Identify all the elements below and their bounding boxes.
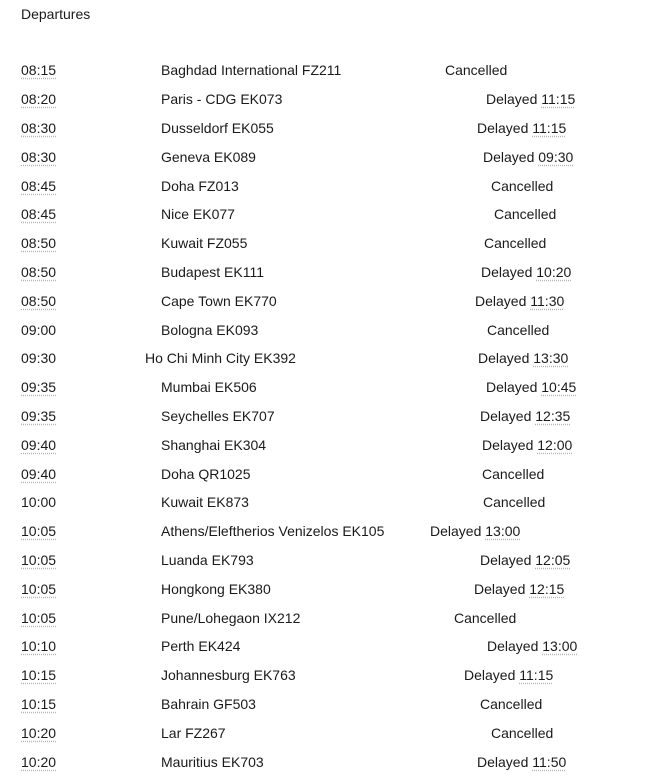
flight-status — [480, 694, 542, 714]
departure-time: 08:30 — [21, 120, 57, 136]
flight-status — [474, 579, 564, 599]
status-time: 11:15 — [532, 120, 567, 136]
status-time: 09:30 — [538, 149, 574, 165]
flight-destination: Doha QR1025 — [161, 466, 251, 482]
status-label: Delayed — [430, 523, 482, 539]
status-time: 11:15 — [519, 667, 554, 683]
departure-time: 10:05 — [21, 523, 57, 539]
departure-time: 09:35 — [21, 379, 57, 395]
status-label: Delayed — [480, 408, 532, 424]
departure-row — [0, 176, 654, 196]
flight-status — [487, 320, 549, 340]
departure-time: 10:20 — [21, 725, 57, 741]
departure-row — [0, 377, 654, 397]
departure-time: 08:50 — [21, 264, 57, 280]
status-time: 10:20 — [536, 264, 572, 280]
status-label: Cancelled — [482, 466, 545, 482]
status-label: Cancelled — [487, 322, 550, 338]
departure-row — [0, 348, 654, 368]
departure-time: 10:15 — [21, 696, 57, 712]
departure-time: 09:40 — [21, 437, 57, 453]
status-label: Cancelled — [494, 206, 557, 222]
departure-time: 09:40 — [21, 466, 57, 482]
flight-destination: Athens/Eleftherios Venizelos EK105 — [161, 523, 385, 539]
status-label: Cancelled — [484, 235, 547, 251]
flight-destination: Pune/Lohegaon IX212 — [161, 610, 301, 626]
flight-status — [483, 492, 545, 512]
flight-destination: Budapest EK111 — [161, 264, 265, 280]
departure-row — [0, 406, 654, 426]
departure-row — [0, 204, 654, 224]
flight-status — [464, 665, 553, 685]
status-time: 13:30 — [533, 350, 569, 366]
flight-destination: Paris - CDG EK073 — [161, 91, 283, 107]
flight-status — [477, 118, 566, 138]
flight-destination: Bahrain GF503 — [161, 696, 256, 712]
departure-row — [0, 118, 654, 138]
status-label: Delayed — [486, 91, 538, 107]
departure-row — [0, 608, 654, 628]
flight-destination: Ho Chi Minh City EK392 — [145, 350, 296, 366]
departure-row — [0, 579, 654, 599]
departure-time: 10:00 — [21, 494, 57, 510]
flight-status — [454, 608, 516, 628]
departure-time: 08:45 — [21, 206, 57, 222]
departure-row — [0, 60, 654, 80]
departure-row — [0, 636, 654, 656]
flight-destination: Lar FZ267 — [161, 725, 226, 741]
departure-row — [0, 262, 654, 282]
flight-destination: Geneva EK089 — [161, 149, 256, 165]
flight-status — [491, 723, 553, 743]
flight-status — [481, 262, 571, 282]
flight-destination: Dusseldorf EK055 — [161, 120, 274, 136]
flight-destination: Luanda EK793 — [161, 552, 254, 568]
flight-destination: Kuwait EK873 — [161, 494, 249, 510]
flight-status — [482, 435, 572, 455]
status-label: Delayed — [475, 293, 527, 309]
departure-time: 10:15 — [21, 667, 57, 683]
status-label: Delayed — [480, 552, 532, 568]
flight-destination: Johannesburg EK763 — [161, 667, 296, 683]
departure-time: 08:50 — [21, 293, 57, 309]
flight-destination: Nice EK077 — [161, 206, 235, 222]
flight-status — [486, 89, 575, 109]
flight-destination: Seychelles EK707 — [161, 408, 275, 424]
departure-row — [0, 752, 654, 772]
status-time: 13:00 — [485, 523, 521, 539]
departure-time: 08:50 — [21, 235, 57, 251]
departure-row — [0, 464, 654, 484]
flight-destination: Mumbai EK506 — [161, 379, 257, 395]
departure-time: 10:20 — [21, 754, 57, 770]
flight-destination: Doha FZ013 — [161, 178, 239, 194]
flight-status — [478, 348, 568, 368]
flight-destination: Baghdad International FZ211 — [161, 62, 342, 78]
departure-row — [0, 147, 654, 167]
flight-destination: Shanghai EK304 — [161, 437, 267, 453]
flight-status — [491, 176, 553, 196]
status-time: 11:30 — [530, 293, 565, 309]
page-title: Departures — [21, 6, 91, 22]
status-label: Cancelled — [445, 62, 508, 78]
flight-destination: Mauritius EK703 — [161, 754, 264, 770]
departure-time: 08:30 — [21, 149, 57, 165]
departure-time: 10:05 — [21, 552, 57, 568]
departure-row — [0, 550, 654, 570]
status-time: 13:00 — [542, 638, 578, 654]
flight-status — [445, 60, 507, 80]
status-label: Delayed — [477, 120, 529, 136]
departure-time: 09:30 — [21, 350, 57, 366]
flight-status — [430, 521, 520, 541]
departure-row — [0, 435, 654, 455]
departure-row — [0, 233, 654, 253]
status-label: Delayed — [482, 437, 534, 453]
departure-row — [0, 291, 654, 311]
status-label: Delayed — [478, 350, 530, 366]
departure-time: 09:35 — [21, 408, 57, 424]
status-time: 12:00 — [537, 437, 573, 453]
departure-row — [0, 694, 654, 714]
departure-row — [0, 665, 654, 685]
flight-status — [483, 147, 573, 167]
flight-status — [477, 752, 566, 772]
flight-destination: Perth EK424 — [161, 638, 241, 654]
status-label: Cancelled — [491, 178, 554, 194]
flight-status — [480, 550, 570, 570]
flight-destination: Hongkong EK380 — [161, 581, 271, 597]
departure-time: 08:45 — [21, 178, 57, 194]
status-label: Delayed — [464, 667, 516, 683]
status-label: Delayed — [474, 581, 526, 597]
status-time: 12:35 — [535, 408, 571, 424]
flight-status — [487, 636, 577, 656]
status-label: Delayed — [486, 379, 538, 395]
status-time: 12:05 — [535, 552, 571, 568]
departure-row — [0, 89, 654, 109]
flight-status — [480, 406, 570, 426]
flight-status — [484, 233, 546, 253]
status-time: 12:15 — [529, 581, 565, 597]
status-label: Delayed — [481, 264, 533, 280]
status-label: Delayed — [487, 638, 539, 654]
flight-status — [482, 464, 544, 484]
departure-time: 10:10 — [21, 638, 57, 654]
departure-time: 09:00 — [21, 322, 57, 338]
status-time: 11:50 — [532, 754, 567, 770]
status-label: Delayed — [483, 149, 535, 165]
departure-time: 08:20 — [21, 91, 57, 107]
flight-status — [486, 377, 576, 397]
flight-destination: Bologna EK093 — [161, 322, 259, 338]
status-label: Delayed — [477, 754, 529, 770]
status-label: Cancelled — [483, 494, 546, 510]
flight-destination: Cape Town EK770 — [161, 293, 277, 309]
departure-row — [0, 723, 654, 743]
status-time: 11:15 — [541, 91, 576, 107]
departure-row — [0, 521, 654, 541]
departure-time: 10:05 — [21, 610, 57, 626]
flight-destination: Kuwait FZ055 — [161, 235, 248, 251]
status-label: Cancelled — [491, 725, 554, 741]
flight-status — [475, 291, 564, 311]
status-time: 10:45 — [541, 379, 577, 395]
status-label: Cancelled — [454, 610, 517, 626]
departure-row — [0, 320, 654, 340]
departure-time: 10:05 — [21, 581, 57, 597]
departure-row — [0, 492, 654, 512]
flight-status — [494, 204, 556, 224]
status-label: Cancelled — [480, 696, 543, 712]
departure-time: 08:15 — [21, 62, 57, 78]
